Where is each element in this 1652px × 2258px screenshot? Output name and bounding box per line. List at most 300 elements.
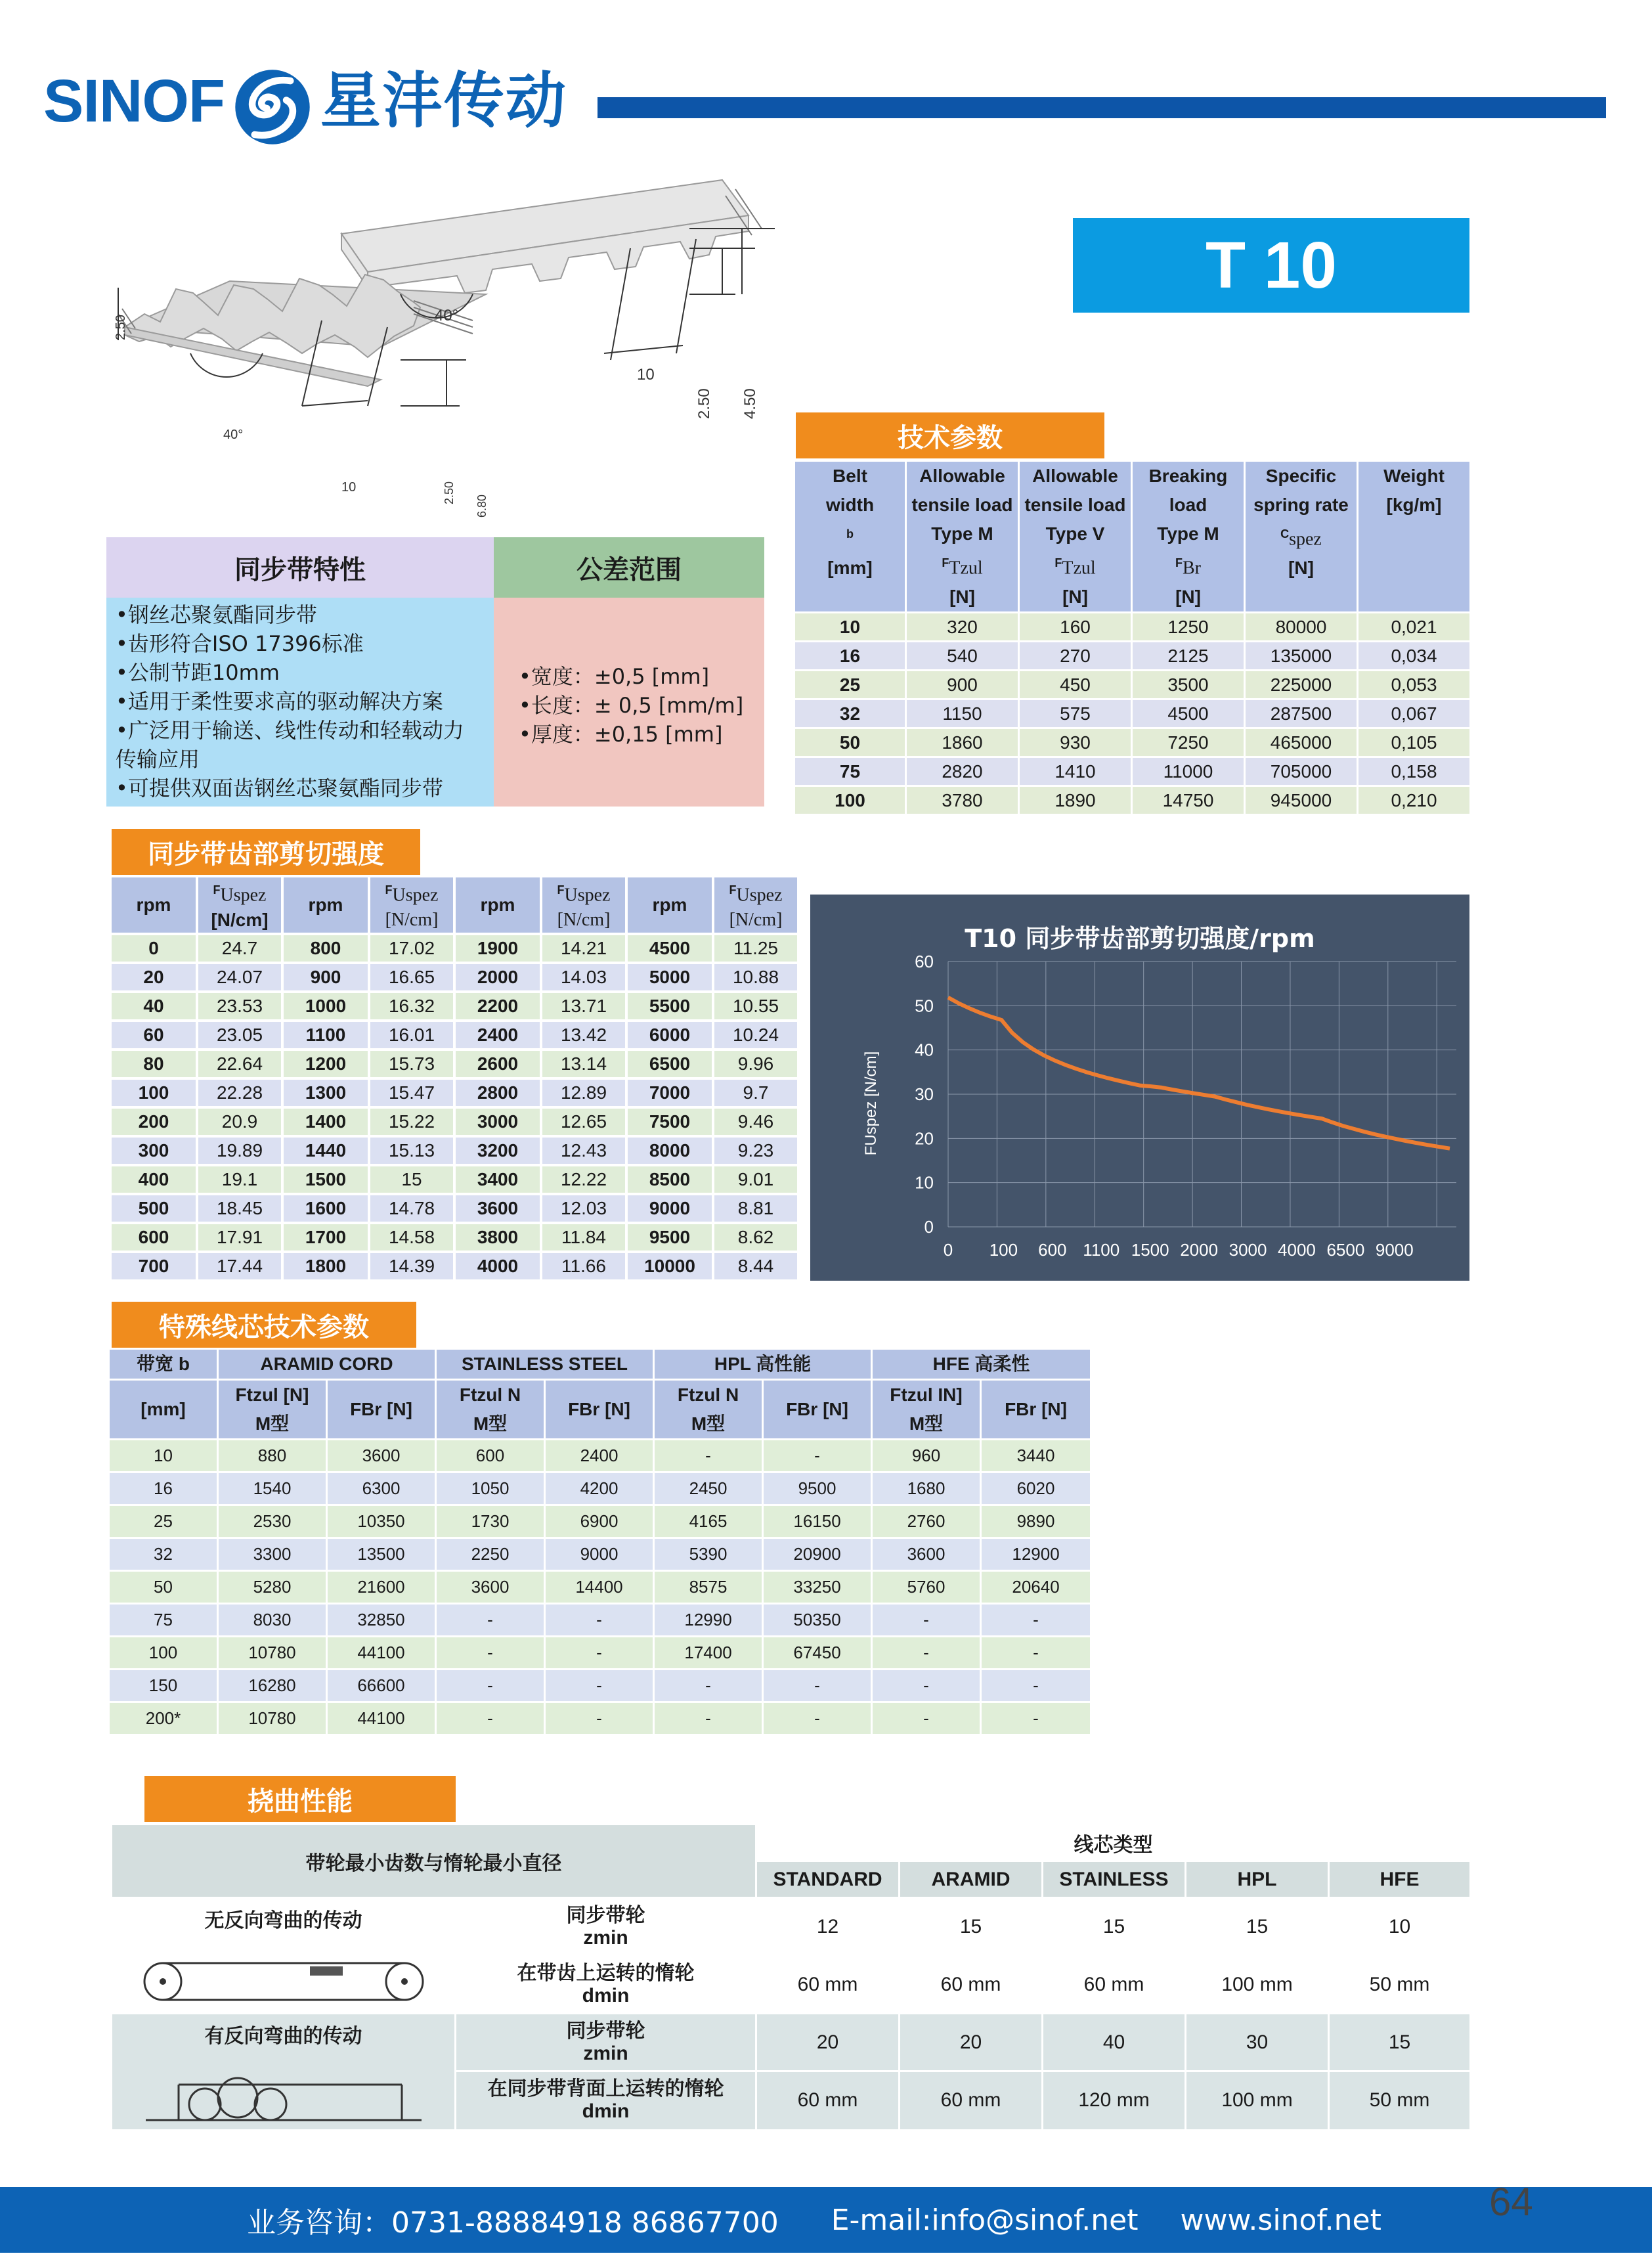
dim-small-2: 6.80 bbox=[475, 494, 489, 518]
shear-cell: 11.25 bbox=[713, 934, 798, 963]
chart-ylabel: FUspez [N/cm] bbox=[862, 1051, 880, 1156]
shear-cell: 7500 bbox=[626, 1107, 713, 1136]
shear-header-rpm: rpm bbox=[626, 876, 713, 934]
tech-cell: 3500 bbox=[1132, 671, 1245, 699]
tech-params-table bbox=[793, 460, 1471, 816]
cord-cell: 32 bbox=[109, 1538, 218, 1571]
cord-cell: 10780 bbox=[218, 1702, 327, 1735]
features-list bbox=[106, 598, 494, 807]
shear-cell: 2800 bbox=[454, 1078, 541, 1107]
cord-group-header: ARAMID CORD bbox=[218, 1349, 436, 1380]
tech-row bbox=[794, 786, 1471, 815]
cord-cell: - bbox=[545, 1637, 654, 1670]
cord-cell: 66600 bbox=[327, 1670, 436, 1702]
tech-cell: 160 bbox=[1019, 613, 1132, 642]
shear-cell: 10.55 bbox=[713, 992, 798, 1021]
flex-cell: 100 mm bbox=[1186, 2071, 1329, 2131]
shear-row bbox=[110, 1194, 798, 1223]
cord-sub-break: FBr [N] bbox=[981, 1380, 1091, 1440]
cord-cell: - bbox=[545, 1670, 654, 1702]
tech-cell: 1250 bbox=[1132, 613, 1245, 642]
chart-ytick: 50 bbox=[915, 996, 934, 1016]
footer-bar bbox=[0, 2187, 1652, 2253]
cord-cell: - bbox=[436, 1670, 545, 1702]
shear-cell: 80 bbox=[110, 1050, 197, 1078]
cord-cell: - bbox=[981, 1702, 1091, 1735]
shear-cell: 9000 bbox=[626, 1194, 713, 1223]
shear-cell: 60 bbox=[110, 1021, 197, 1050]
cord-cell: 2450 bbox=[654, 1472, 763, 1505]
cord-cell: 50 bbox=[109, 1571, 218, 1604]
cord-cell: 17400 bbox=[654, 1637, 763, 1670]
shear-cell: 15.13 bbox=[369, 1136, 454, 1165]
shear-cell: 9500 bbox=[626, 1223, 713, 1252]
shear-cell: 20 bbox=[110, 963, 197, 992]
flex-cell: 120 mm bbox=[1043, 2071, 1186, 2131]
shear-row bbox=[110, 1050, 798, 1078]
feature-item: •广泛用于输送、线性传动和轻载动力传输应用 bbox=[116, 718, 464, 772]
tech-cell: 0,034 bbox=[1358, 642, 1471, 671]
shear-cell: 9.01 bbox=[713, 1165, 798, 1194]
cord-cell: 150 bbox=[109, 1670, 218, 1702]
tech-cell: 100 bbox=[794, 786, 906, 815]
shear-cell: 200 bbox=[110, 1107, 197, 1136]
flex-row-1-label: 同步带轮 zmin bbox=[456, 1898, 756, 1956]
shear-cell: 14.21 bbox=[541, 934, 626, 963]
shear-cell: 19.1 bbox=[197, 1165, 282, 1194]
shear-cell: 8.81 bbox=[713, 1194, 798, 1223]
shear-cell: 16.32 bbox=[369, 992, 454, 1021]
cord-cell: - bbox=[654, 1702, 763, 1735]
shear-cell: 9.7 bbox=[713, 1078, 798, 1107]
flex-cell: 100 mm bbox=[1186, 1956, 1329, 2014]
cord-sub-break: FBr [N] bbox=[763, 1380, 872, 1440]
shear-cell: 0 bbox=[110, 934, 197, 963]
shear-row bbox=[110, 1078, 798, 1107]
shear-header-rpm: rpm bbox=[110, 876, 197, 934]
shear-table bbox=[109, 875, 800, 1282]
shear-cell: 6500 bbox=[626, 1050, 713, 1078]
drive-diagram-icon bbox=[139, 1959, 428, 2004]
cord-cell: 32850 bbox=[327, 1604, 436, 1637]
flex-cell: 12 bbox=[756, 1898, 900, 1956]
shear-cell: 1700 bbox=[282, 1223, 369, 1252]
tech-header-cell: Weight [kg/m] bbox=[1358, 461, 1471, 613]
tech-cell: 945000 bbox=[1245, 786, 1358, 815]
flex-cell: 60 mm bbox=[756, 2071, 900, 2131]
chart-xtick: 4000 bbox=[1278, 1240, 1316, 1260]
flex-row-4-label: 在同步带背面上运转的惰轮 dmin bbox=[456, 2071, 756, 2131]
cord-cell: 14400 bbox=[545, 1571, 654, 1604]
shear-cell: 24.07 bbox=[197, 963, 282, 992]
shear-cell: 23.53 bbox=[197, 992, 282, 1021]
cord-sub-tensile: Ftzul [N] M型 bbox=[218, 1380, 327, 1440]
tech-cell: 1860 bbox=[906, 728, 1019, 757]
flex-type-hfe: HFE bbox=[1329, 1861, 1471, 1898]
cord-cell: 16 bbox=[109, 1472, 218, 1505]
chart-xtick: 2000 bbox=[1180, 1240, 1219, 1260]
chart-xtick: 3000 bbox=[1228, 1240, 1267, 1260]
cord-cell: 880 bbox=[218, 1440, 327, 1472]
tech-header-cell: Specific spring rate $^C$spez [N] bbox=[1245, 461, 1358, 613]
tech-cell: 25 bbox=[794, 671, 906, 699]
tech-cell: 10 bbox=[794, 613, 906, 642]
features-title: 同步带特性 bbox=[106, 537, 494, 598]
tech-header-cell: Breaking load Type M $^F$Br [N] bbox=[1132, 461, 1245, 613]
dim-pitch: 10 bbox=[637, 366, 655, 384]
cord-sub-tensile: Ftzul N M型 bbox=[436, 1380, 545, 1440]
cord-cell: 3600 bbox=[872, 1538, 981, 1571]
cord-cell: - bbox=[981, 1670, 1091, 1702]
tolerance-title: 公差范围 bbox=[494, 537, 764, 598]
chart-xtick: 100 bbox=[989, 1240, 1018, 1260]
cord-title: 特殊线芯技术参数 bbox=[112, 1302, 416, 1348]
shear-cell: 13.14 bbox=[541, 1050, 626, 1078]
cord-cell: 8575 bbox=[654, 1571, 763, 1604]
shear-row bbox=[110, 1136, 798, 1165]
shear-cell: 3400 bbox=[454, 1165, 541, 1194]
cord-row bbox=[109, 1505, 1091, 1538]
cord-cell: 20900 bbox=[763, 1538, 872, 1571]
flex-cell: 10 bbox=[1329, 1898, 1471, 1956]
tech-cell: 4500 bbox=[1132, 699, 1245, 728]
cord-sub-tensile: Ftzul N M型 bbox=[654, 1380, 763, 1440]
tech-cell: 705000 bbox=[1245, 757, 1358, 786]
flex-cell: 60 mm bbox=[900, 2071, 1043, 2131]
footer-phone: 业务咨询：0731-88884918 86867700 bbox=[247, 2206, 779, 2240]
brand-name-cn: 星沣传动 bbox=[320, 66, 568, 136]
shear-cell: 15.22 bbox=[369, 1107, 454, 1136]
serpentine-drive-icon bbox=[139, 2071, 428, 2124]
feature-item: •可提供双面齿钢丝芯聚氨酯同步带 bbox=[116, 776, 443, 801]
tech-cell: 0,021 bbox=[1358, 613, 1471, 642]
shear-cell: 15 bbox=[369, 1165, 454, 1194]
cord-group-header: HPL 高性能 bbox=[654, 1349, 872, 1380]
shear-cell: 1900 bbox=[454, 934, 541, 963]
shear-cell: 17.44 bbox=[197, 1252, 282, 1281]
tech-row bbox=[794, 671, 1471, 699]
cord-cell: 25 bbox=[109, 1505, 218, 1538]
tech-cell: 287500 bbox=[1245, 699, 1358, 728]
cord-cell: - bbox=[654, 1670, 763, 1702]
tech-header-cell: Allowable tensile load Type M $^F$Tzul [N] bbox=[906, 461, 1019, 613]
footer-email[interactable]: E-mail:info@sinof.net bbox=[831, 2203, 1139, 2237]
flex-diagram-2 bbox=[112, 2071, 456, 2131]
cord-cell: 44100 bbox=[327, 1637, 436, 1670]
cord-table bbox=[108, 1348, 1092, 1736]
cord-cell: 200* bbox=[109, 1702, 218, 1735]
flex-cell: 30 bbox=[1186, 2014, 1329, 2071]
shear-cell: 5000 bbox=[626, 963, 713, 992]
shear-row bbox=[110, 1252, 798, 1281]
cord-cell: 960 bbox=[872, 1440, 981, 1472]
shear-cell: 300 bbox=[110, 1136, 197, 1165]
shear-cell: 1500 bbox=[282, 1165, 369, 1194]
shear-cell: 1400 bbox=[282, 1107, 369, 1136]
tech-cell: 50 bbox=[794, 728, 906, 757]
tech-cell: 1150 bbox=[906, 699, 1019, 728]
brand-logo-icon bbox=[231, 66, 314, 148]
cord-cell: 9000 bbox=[545, 1538, 654, 1571]
tech-cell: 3780 bbox=[906, 786, 1019, 815]
cord-cell: 12990 bbox=[654, 1604, 763, 1637]
cord-cell: 33250 bbox=[763, 1571, 872, 1604]
cord-cell: 12900 bbox=[981, 1538, 1091, 1571]
flex-type-hpl: HPL bbox=[1186, 1861, 1329, 1898]
cord-cell: 5760 bbox=[872, 1571, 981, 1604]
tech-cell: 135000 bbox=[1245, 642, 1358, 671]
shear-cell: 17.91 bbox=[197, 1223, 282, 1252]
cord-cell: - bbox=[436, 1604, 545, 1637]
tech-cell: 11000 bbox=[1132, 757, 1245, 786]
tech-cell: 900 bbox=[906, 671, 1019, 699]
cord-cell: 2530 bbox=[218, 1505, 327, 1538]
cord-head-width: 带宽 b bbox=[109, 1349, 218, 1380]
tech-cell: 0,053 bbox=[1358, 671, 1471, 699]
cord-cell: - bbox=[763, 1702, 872, 1735]
cord-cell: 16150 bbox=[763, 1505, 872, 1538]
shear-cell: 1600 bbox=[282, 1194, 369, 1223]
cord-cell: - bbox=[872, 1702, 981, 1735]
shear-cell: 17.02 bbox=[369, 934, 454, 963]
shear-cell: 10.24 bbox=[713, 1021, 798, 1050]
shear-header-row bbox=[110, 876, 798, 934]
shear-cell: 13.42 bbox=[541, 1021, 626, 1050]
flex-head-left: 带轮最小齿数与惰轮最小直径 bbox=[112, 1825, 756, 1898]
tech-cell: 540 bbox=[906, 642, 1019, 671]
chart-ytick: 10 bbox=[915, 1172, 934, 1193]
footer-website[interactable]: www.sinof.net bbox=[1180, 2203, 1381, 2237]
flex-cell: 15 bbox=[1329, 2014, 1471, 2071]
shear-header-force: $^F$Uspez [N/cm] bbox=[541, 876, 626, 934]
shear-cell: 12.65 bbox=[541, 1107, 626, 1136]
tech-row bbox=[794, 642, 1471, 671]
chart-title: T10 同步带齿部剪切强度/rpm bbox=[965, 924, 1315, 953]
brand-name-en: SINOF bbox=[43, 68, 225, 135]
flex-row-2-label: 在带齿上运转的惰轮 dmin bbox=[456, 1956, 756, 2014]
cord-row bbox=[109, 1440, 1091, 1472]
shear-cell: 11.84 bbox=[541, 1223, 626, 1252]
cord-sub-row bbox=[109, 1380, 1091, 1440]
cord-row bbox=[109, 1604, 1091, 1637]
cord-cell: 3600 bbox=[436, 1571, 545, 1604]
cord-cell: - bbox=[763, 1440, 872, 1472]
cord-cell: - bbox=[872, 1604, 981, 1637]
cord-cell: 2400 bbox=[545, 1440, 654, 1472]
belt-drawing bbox=[105, 163, 801, 518]
shear-cell: 100 bbox=[110, 1078, 197, 1107]
shear-cell: 16.65 bbox=[369, 963, 454, 992]
shear-cell: 3200 bbox=[454, 1136, 541, 1165]
shear-cell: 14.78 bbox=[369, 1194, 454, 1223]
shear-cell: 14.58 bbox=[369, 1223, 454, 1252]
tech-header-cell: Allowable tensile load Type V $^F$Tzul [N] bbox=[1019, 461, 1132, 613]
flex-cell: 60 mm bbox=[1043, 1956, 1186, 2014]
shear-cell: 600 bbox=[110, 1223, 197, 1252]
shear-cell: 6000 bbox=[626, 1021, 713, 1050]
chart-ytick: 20 bbox=[915, 1128, 934, 1149]
cord-cell: 2250 bbox=[436, 1538, 545, 1571]
cord-cell: 3440 bbox=[981, 1440, 1091, 1472]
cord-row bbox=[109, 1538, 1091, 1571]
shear-header-rpm: rpm bbox=[282, 876, 369, 934]
shear-cell: 5500 bbox=[626, 992, 713, 1021]
flex-type-stainless: STAINLESS bbox=[1043, 1861, 1186, 1898]
cord-cell: - bbox=[654, 1440, 763, 1472]
flex-case-2: 有反向弯曲的传动 bbox=[112, 2014, 456, 2071]
chart-ytick: 40 bbox=[915, 1040, 934, 1060]
chart-ytick: 30 bbox=[915, 1084, 934, 1104]
shear-cell: 12.89 bbox=[541, 1078, 626, 1107]
shear-cell: 15.47 bbox=[369, 1078, 454, 1107]
cord-cell: 6900 bbox=[545, 1505, 654, 1538]
shear-cell: 15.73 bbox=[369, 1050, 454, 1078]
flex-cell: 15 bbox=[1186, 1898, 1329, 1956]
shear-cell: 9.96 bbox=[713, 1050, 798, 1078]
shear-row bbox=[110, 1021, 798, 1050]
shear-row bbox=[110, 963, 798, 992]
shear-title: 同步带齿部剪切强度 bbox=[112, 829, 420, 875]
shear-cell: 3000 bbox=[454, 1107, 541, 1136]
shear-cell: 3800 bbox=[454, 1223, 541, 1252]
shear-chart-svg bbox=[810, 895, 1469, 1281]
flex-cell: 15 bbox=[1043, 1898, 1186, 1956]
shear-cell: 800 bbox=[282, 934, 369, 963]
tolerance-item: •厚度：±0,15 [mm] bbox=[519, 722, 723, 747]
shear-cell: 1800 bbox=[282, 1252, 369, 1281]
flex-type-standard: STANDARD bbox=[756, 1861, 900, 1898]
cord-cell: 6300 bbox=[327, 1472, 436, 1505]
shear-cell: 22.64 bbox=[197, 1050, 282, 1078]
cord-row bbox=[109, 1670, 1091, 1702]
cord-cell: 1680 bbox=[872, 1472, 981, 1505]
cord-cell: 100 bbox=[109, 1637, 218, 1670]
shear-cell: 14.39 bbox=[369, 1252, 454, 1281]
cord-cell: 5280 bbox=[218, 1571, 327, 1604]
shear-cell: 400 bbox=[110, 1165, 197, 1194]
feature-item: •适用于柔性要求高的驱动解决方案 bbox=[116, 689, 443, 714]
tech-cell: 75 bbox=[794, 757, 906, 786]
cord-cell: 50350 bbox=[763, 1604, 872, 1637]
tech-cell: 1410 bbox=[1019, 757, 1132, 786]
cord-cell: - bbox=[872, 1670, 981, 1702]
dim-angle: 40° bbox=[435, 307, 459, 324]
cord-cell: 10350 bbox=[327, 1505, 436, 1538]
tech-header-cell: Belt width $^b$ [mm] bbox=[794, 461, 906, 613]
cord-head-mm: [mm] bbox=[109, 1380, 218, 1440]
cord-cell: 4200 bbox=[545, 1472, 654, 1505]
flex-cell: 50 mm bbox=[1329, 2071, 1471, 2131]
flex-cell: 60 mm bbox=[900, 1956, 1043, 2014]
cord-sub-break: FBr [N] bbox=[545, 1380, 654, 1440]
shear-cell: 40 bbox=[110, 992, 197, 1021]
flex-cell: 50 mm bbox=[1329, 1956, 1471, 2014]
feature-item: •齿形符合ISO 17396标准 bbox=[116, 631, 364, 656]
chart-xtick: 9000 bbox=[1375, 1240, 1414, 1260]
flex-case-1: 无反向弯曲的传动 bbox=[112, 1898, 456, 1956]
tech-cell: 465000 bbox=[1245, 728, 1358, 757]
tolerance-item: •长度：± 0,5 [mm/m] bbox=[519, 693, 744, 718]
shear-cell: 7000 bbox=[626, 1078, 713, 1107]
cord-row bbox=[109, 1571, 1091, 1604]
flex-title: 挠曲性能 bbox=[144, 1776, 456, 1822]
tech-cell: 270 bbox=[1019, 642, 1132, 671]
shear-cell: 4500 bbox=[626, 934, 713, 963]
shear-cell: 3600 bbox=[454, 1194, 541, 1223]
flex-cell: 40 bbox=[1043, 2014, 1186, 2071]
cord-cell: 6020 bbox=[981, 1472, 1091, 1505]
page-number: 64 bbox=[1489, 2180, 1533, 2224]
tech-cell: 14750 bbox=[1132, 786, 1245, 815]
cord-cell: - bbox=[545, 1702, 654, 1735]
flex-type-aramid: ARAMID bbox=[900, 1861, 1043, 1898]
flex-head-right: 线芯类型 bbox=[756, 1825, 1471, 1861]
shear-header-force: $^F$Uspez [N/cm] bbox=[713, 876, 798, 934]
chart-xtick: 6500 bbox=[1326, 1240, 1365, 1260]
dim-pitch-2: 10 bbox=[341, 480, 357, 495]
cord-cell: 1540 bbox=[218, 1472, 327, 1505]
shear-cell: 8000 bbox=[626, 1136, 713, 1165]
flex-cell: 15 bbox=[900, 1898, 1043, 1956]
tech-row bbox=[794, 613, 1471, 642]
shear-cell: 20.9 bbox=[197, 1107, 282, 1136]
shear-cell: 9.46 bbox=[713, 1107, 798, 1136]
tech-cell: 2820 bbox=[906, 757, 1019, 786]
cord-cell: 4165 bbox=[654, 1505, 763, 1538]
tech-cell: 450 bbox=[1019, 671, 1132, 699]
shear-row bbox=[110, 934, 798, 963]
tech-cell: 32 bbox=[794, 699, 906, 728]
shear-chart bbox=[810, 895, 1469, 1281]
shear-cell: 8.62 bbox=[713, 1223, 798, 1252]
cord-sub-tensile: Ftzul IN] M型 bbox=[872, 1380, 981, 1440]
chart-ytick: 60 bbox=[915, 952, 934, 971]
shear-header-force: $^F$Uspez [N/cm] bbox=[369, 876, 454, 934]
shear-cell: 16.01 bbox=[369, 1021, 454, 1050]
dim-small-1: 2.50 bbox=[443, 481, 456, 504]
tech-cell: 0,105 bbox=[1358, 728, 1471, 757]
shear-cell: 12.03 bbox=[541, 1194, 626, 1223]
cord-cell: - bbox=[545, 1604, 654, 1637]
cord-cell: 5390 bbox=[654, 1538, 763, 1571]
shear-cell: 1440 bbox=[282, 1136, 369, 1165]
dim-angle-2: 40° bbox=[223, 428, 244, 442]
chart-ytick: 0 bbox=[924, 1217, 934, 1237]
shear-cell: 900 bbox=[282, 963, 369, 992]
cord-cell: 1730 bbox=[436, 1505, 545, 1538]
shear-row bbox=[110, 1107, 798, 1136]
cord-row bbox=[109, 1702, 1091, 1735]
shear-cell: 700 bbox=[110, 1252, 197, 1281]
dim-total-height: 4.50 bbox=[741, 388, 759, 419]
shear-cell: 1300 bbox=[282, 1078, 369, 1107]
cord-cell: 600 bbox=[436, 1440, 545, 1472]
shear-cell: 12.43 bbox=[541, 1136, 626, 1165]
cord-row bbox=[109, 1637, 1091, 1670]
model-title: T 10 bbox=[1073, 218, 1469, 313]
shear-cell: 11.66 bbox=[541, 1252, 626, 1281]
tech-cell: 930 bbox=[1019, 728, 1132, 757]
shear-cell: 2600 bbox=[454, 1050, 541, 1078]
shear-cell: 14.03 bbox=[541, 963, 626, 992]
cord-cell: 16280 bbox=[218, 1670, 327, 1702]
cord-cell: 3600 bbox=[327, 1440, 436, 1472]
dim-left: 2.50 bbox=[114, 315, 128, 340]
flex-cell: 20 bbox=[756, 2014, 900, 2071]
dim-tooth-height: 2.50 bbox=[695, 388, 713, 419]
tech-cell: 80000 bbox=[1245, 613, 1358, 642]
shear-cell: 13.71 bbox=[541, 992, 626, 1021]
